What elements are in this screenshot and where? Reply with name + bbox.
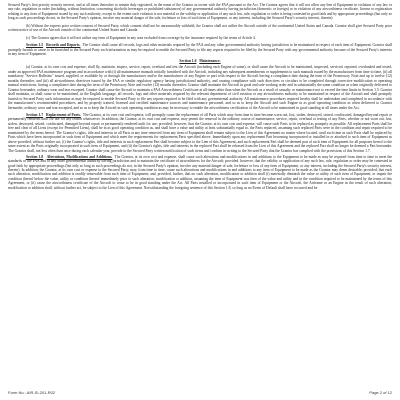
- section-1-7-body: The Grantor, at its own cost and expense, will promptly cause the replacement of all Parts which may from time to time become worn out, lost, stolen, destroyed, seized, confiscated, damaged beyond repair or permanently rendered unfit for use for any reason whatsoever. In addition, the Grantor, at its own cost and expense, may permit the removal in the ordinary course of maintenance, service, repair, overhaul or testing of any Parts, whether or not worn out, lost, stolen, destroyed, seized, confiscated, damaged beyond repair or permanently rendered unfit for use; provided, however, that the Grantor, at its own cost and expense, will cause such Parts to be replaced as promptly as possible. All replacement Parts shall be free and clear of all Liens (except for Permitted Liens), shall be in as good operating condition as, and shall have a value and utility at least substantially equal to, the Parts replaced, assuming such replaced Parts were in the condition and repair required to be maintained by the terms hereof. The Grantor's rights, title and interests in all Parts at any time removed from any item of Equipment shall remain subject to the Lien of this Agreement no matter where located, until such time as such Parts shall be replaced by Parts which have been incorporated in such item of Equipment and which meet the requirements for replacement Parts specified above. Immediately upon any replacement Part becoming incorporated or installed in or attached to such item of Equipment as above provided, without further act, (i) the Grantor's rights, title and interests in such replacement Part shall become subject to the Lien of this Agreement, and such replacement Part shall be deemed part of such item of Equipment for all purposes hereof to the same extent as the Parts originally incorporated in such item of Equipment, and (ii) the Grantor's rights, title and interests in the replaced Part shall be released from the Lien of this Agreement and the replaced Part shall no longer be deemed a Part hereunder. The Grantor shall, not less often than once during each calendar year, provide to the Secured Party written notification of such items and confirm in writing to the Secured Party that the Grantor has complied with the provisions of this Section 1.7.: [8, 113, 393, 153]
- paragraph-security-interest-continued: Secured Party's first priority security interest, and at all times thereafter to remain duly registered, in the name of the Grantor as owner with the FAA pursuant to the Act. The Grantor agrees that it will not allow any lien of Equipment in violation of any law or any rule, regulation or order (including, without limitation, concerning alcoholic beverages or prohibited substances) of any governmental authority having jurisdiction (domestic or foreign) or in violation of any airworthiness certificate, license or registration relating to any item of Equipment issued by any such authority, except to the extent such violation is not material or the validity or application of any such law, rule, regulation or order is being contested in good faith and by appropriate proceedings (but only so long as such proceedings do not, in the Secured Party's opinion, involve any material danger of the sale, forfeiture or loss of such item of Equipment, or any interest, including the Secured Party's security interest, therein).: [8, 3, 392, 21]
- section-1-8-title: Alterations, Modifications and Additions.: [46, 154, 113, 159]
- page-number: Page 2 of 12: [369, 390, 392, 395]
- form-number: Form No.: AIR-SI-201-R02: [8, 390, 56, 395]
- section-1-5-title: Records and Reports.: [46, 43, 81, 48]
- paragraph-b-aircraft-usage: (b) Without the express prior written consent of Secured Party, which consent shall not be unreasonably withheld, the Grantor shall not utilize the Aircraft outside of the continental United States and Canada. Grantor shall give Secured Party prior written notice of use of the Aircraft outside of the continental United States and Canada.: [8, 23, 392, 33]
- section-1-6-title: Maintenance.: [199, 59, 221, 64]
- section-1-8: [8, 155, 392, 191]
- section-1-7-number: Section 1.7: [26, 113, 44, 118]
- section-1-8-body: The Grantor, at its own cost and expense, shall cause such alterations and modifications in and additions to the Equipment to be made as may be required from time to time to meet the standards of the FAA and of any other governmental authority having jurisdiction and to maintain the certificate of airworthiness for the Aircraft; provided, however, that the validity or application of any such law, rule, regulation or order may be contested in good faith by appropriate proceedings (but only so long as such proceedings do not, in the Secured Party's opinion, involve any material danger of sale, forfeiture or loss of any item of Equipment, or any interest, including the Secured Party's security interest, therein). In addition, the Grantor, at its own cost or expense to the Secured Party, may, from time to time, cause such alterations and modifications in and additions to any item of Equipment to be made as the Grantor may deem desirable; provided, that each such alteration, modification and addition is readily removable from such item of Equipment; and, provided, further, that no such alteration, modification or addition shall (i) materially diminish the value or utility of such item of Equipment, or impair the condition thereof below the value, utility or condition thereof immediately prior to such alteration, modification or addition, assuming the item of Equipment was then of the value and utility and in the condition required to be maintained by the terms of this Agreement, or (ii) cause the airworthiness certificate of the Aircraft to cease to be in good standing under the Act. All Parts installed or incorporated in such item of Equipment or the Aircraft, the Airframe or an Engine as the result of such alteration, modification or addition shall, without further act, be subject to the Lien of this Agreement. Notwithstanding the foregoing sentence of this Section 1.8, so long as no Event of Default shall have occurred and be: [8, 154, 392, 190]
- section-1-6-number: Section 1.6: [179, 59, 197, 64]
- section-1-5-number: Section 1.5: [26, 43, 44, 48]
- section-1-7-title: Replacement of Parts.: [46, 113, 81, 118]
- section-1-6-heading: [8, 59, 392, 63]
- section-1-5: [8, 43, 392, 56]
- section-1-5-body: The Grantor shall cause all records, logs and other materials required by the FAA and any other governmental authority having jurisdiction to be maintained in respect of each item of Equipment. Grantor shall promptly furnish or cause to be furnished to the Secured Party such information as may be required to enable the Secured Party to file any reports required to be filed by the Secured Party with any governmental authority because of the Secured Party's interests in any item of Equipment.: [8, 43, 392, 57]
- section-1-7: [8, 113, 392, 153]
- section-1-8-number: Section 1.8: [26, 154, 44, 159]
- paragraph-c-insurance-areas: (c) The Grantor agrees that it will not utilize any item of Equipment in any area excluded from coverage by the insurance required by the terms of Article 4.: [26, 35, 256, 40]
- section-1-6-paragraph-a: (a) Grantor, at its own cost and expense, shall fly, maintain, inspect, service, repair, overhaul and test the Aircraft (including each Engine of same), or shall cause the Aircraft to be maintained, inspected, serviced, repaired, overhauled and tested, under an approved FAA maintenance program and in accordance with (i) all maintenance manuals initially furnished with the Aircraft, including any subsequent amendments or supplements to such manuals issued by the manufacturer from time to time, (ii) all mandatory "Service Bulletins" issued, supplied, or available by or through the manufacturer and/or the manufacturer of any Engine or part with respect to the Aircraft having a compliance date during the term of the Promissory Note and up to twelve (12) months thereafter, and (iii) all airworthiness directives issued by the FAA or similar regulatory agency having jurisdictional authority, and causing compliance with such directives or circulars to be completed through corrective modification or operating manual restrictions, having a compliance date during the term of the Promissory Note and twelve (12) months thereafter. Grantor shall maintain the Aircraft in good and safe working order and in substantially the same condition as when originally delivered to Grantor hereunder, ordinary wear and tear excepted. Grantor shall cause the Aircraft to maintain a FAA Airworthiness Certificate at all times other than when the Aircraft as a result of casualty or maintenance not to exceed the time limits in Section 1.5. Grantor shall maintain, or shall cause to be maintained, in the English language, all records, logs and other materials required by the relevant department of civil aviation or any airworthiness authority to be maintained in respect of the Aircraft and shall promptly furnish to Secured Party such information as may be required to enable Secured Party to file any reports required to be filed with any governmental authority. All maintenance procedures required hereby shall be undertaken and completed in accordance with the manufacturer's recommended procedures, and by properly trained, licensed and certified maintenance sources and maintenance personnel, and so as to keep the Aircraft and such Engine in as good operating condition as when delivered to Grantor hereunder, ordinary wear and tear excepted, and so as to keep the Aircraft in such operating condition as may be necessary to enable the airworthiness certification of the Aircraft to be maintained in good standing at all times under the Act.: [8, 65, 392, 110]
